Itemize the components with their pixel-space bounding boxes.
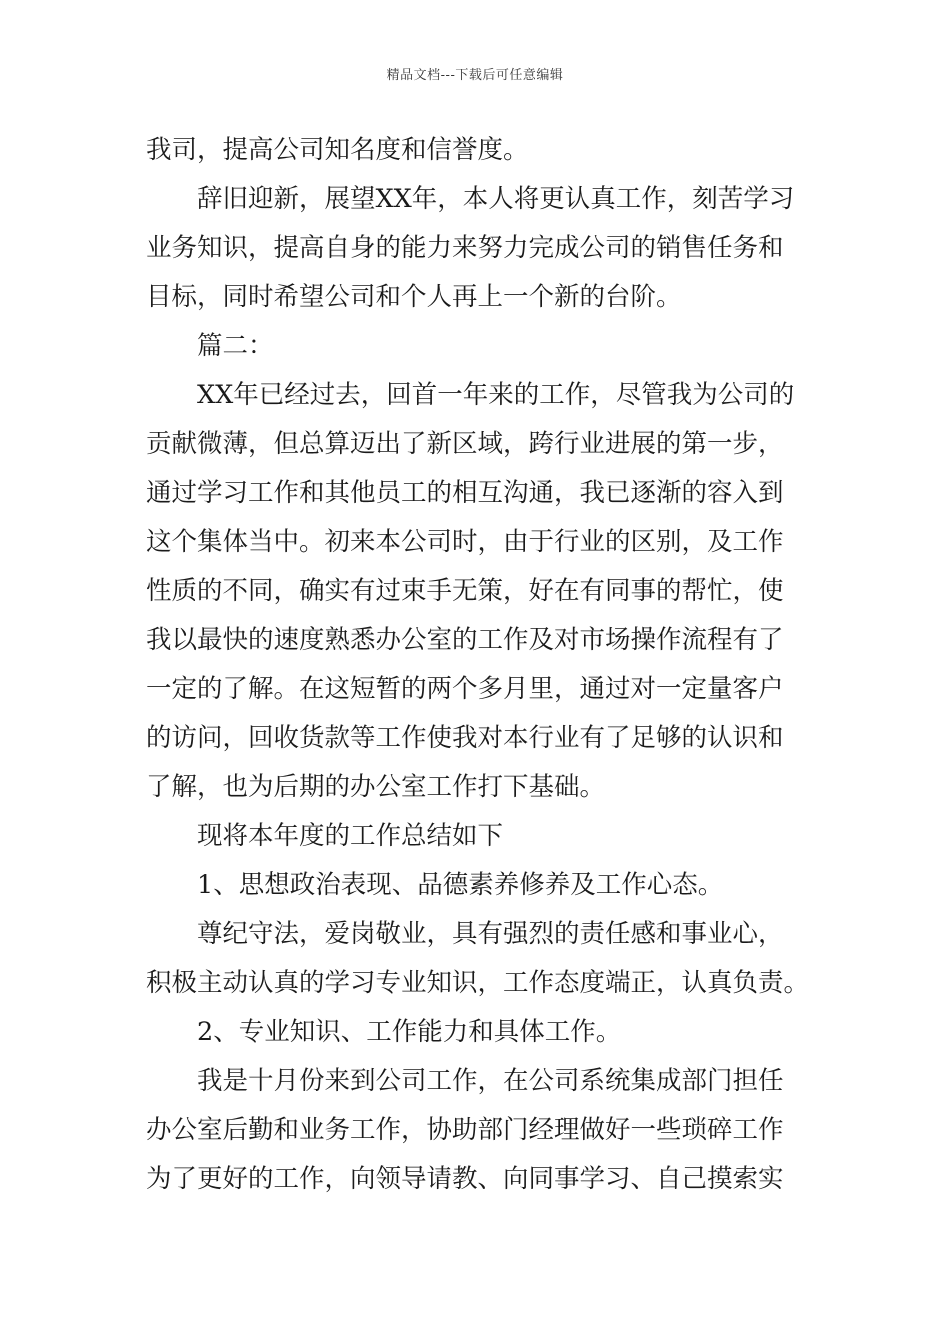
text-line: 2、专业知识、工作能力和具体工作。 [197, 1017, 622, 1047]
text-line: 通过学习工作和其他员工的相互沟通，我已逐渐的容入到 [146, 478, 784, 508]
text-line: 我以最快的速度熟悉办公室的工作及对市场操作流程有了 [146, 625, 784, 655]
text-line: 为了更好的工作，向领导请教、向同事学习、自己摸索实 [146, 1164, 784, 1194]
text-line: 贡献微薄，但总算迈出了新区域，跨行业进展的第一步， [146, 429, 784, 459]
text-line: 1、思想政治表现、品德素养修养及工作心态。 [197, 870, 724, 900]
text-line: 篇二： [197, 331, 274, 361]
text-line: 这个集体当中。初来本公司时，由于行业的区别，及工作 [146, 527, 784, 557]
text-line: 积极主动认真的学习专业知识，工作态度端正，认真负责。 [146, 968, 810, 998]
text-line: 辞旧迎新，展望XX年，本人将更认真工作，刻苦学习 [197, 184, 795, 214]
text-line: 目标，同时希望公司和个人再上一个新的台阶。 [146, 282, 682, 312]
text-line: 我是十月份来到公司工作，在公司系统集成部门担任 [197, 1066, 784, 1096]
text-line: 业务知识，提高自身的能力来努力完成公司的销售任务和 [146, 233, 784, 263]
page-header: 精品文档---下载后可任意编辑 [386, 68, 564, 83]
text-line: 的访问，回收货款等工作使我对本行业有了足够的认识和 [146, 723, 784, 753]
text-line: 了解，也为后期的办公室工作打下基础。 [146, 772, 606, 802]
text-line: 现将本年度的工作总结如下 [197, 821, 504, 851]
document-body [146, 126, 808, 1204]
text-line: 性质的不同，确实有过束手无策，好在有同事的帮忙，使 [146, 576, 784, 606]
text-line: XX年已经过去，回首一年来的工作，尽管我为公司的 [197, 380, 795, 410]
text-line: 我司，提高公司知名度和信誉度。 [146, 135, 529, 165]
text-line: 办公室后勤和业务工作，协助部门经理做好一些琐碎工作 [146, 1115, 784, 1145]
text-line: 尊纪守法，爱岗敬业，具有强烈的责任感和事业心， [197, 919, 784, 949]
text-line: 一定的了解。在这短暂的两个多月里，通过对一定量客户 [146, 674, 784, 704]
